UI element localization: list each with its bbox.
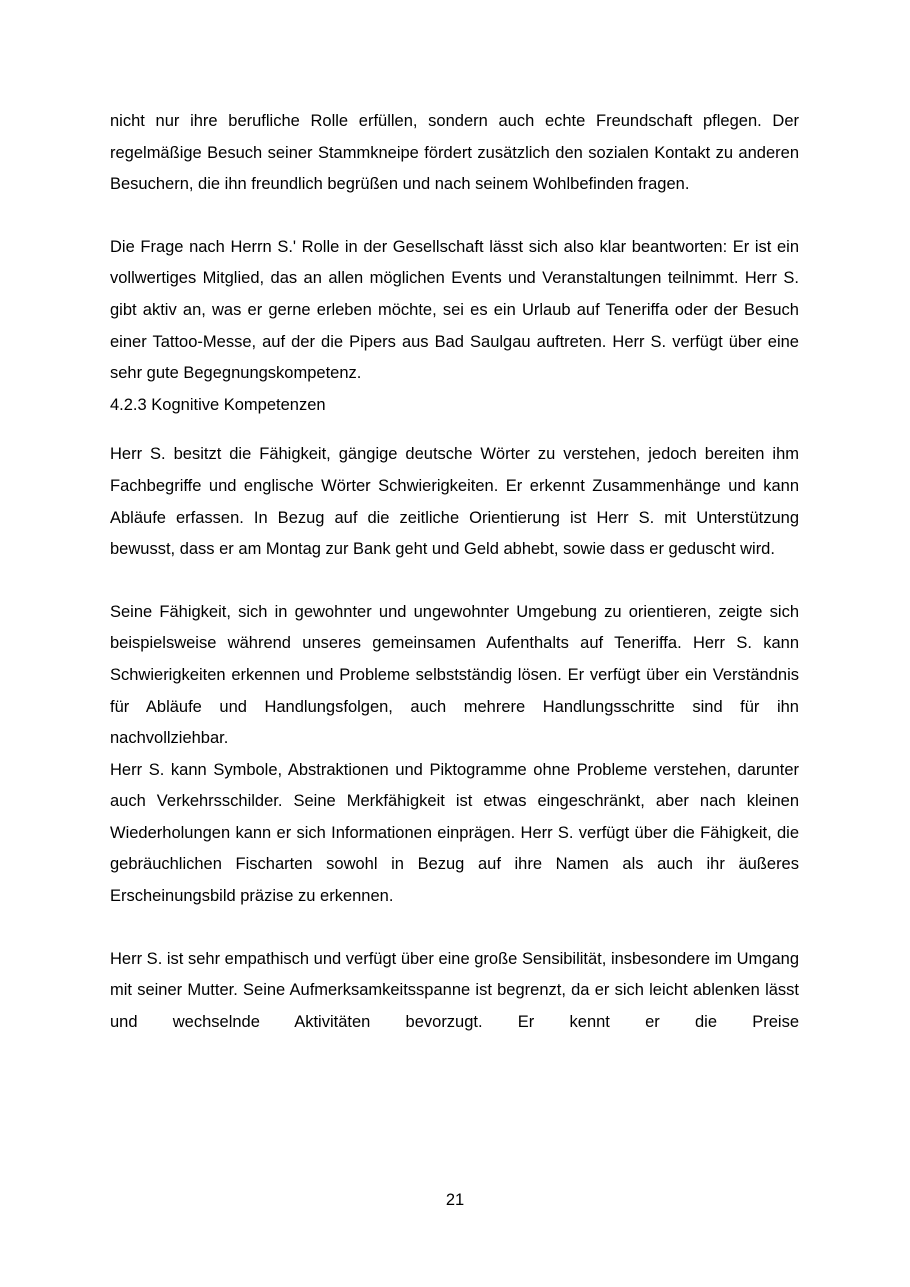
paragraph-language-understanding: Herr S. besitzt die Fähigkeit, gängige deutsche Wörter zu verstehen, jedoch bereiten ihm Fachbegriffe und englische Wörter Schwierigkeiten. Er erkennt Zusammenhänge und kann Abläufe erfassen. In Bezug auf die zeitliche Orientierung ist Herr S. mit Unterstützung bewusst, dass er am Montag zur Bank geht und Geld abhebt, sowie dass er geduscht wird. (110, 445, 799, 559)
paragraph-friendship: nicht nur ihre berufliche Rolle erfüllen, sondern auch echte Freundschaft pflegen. Der regelmäßige Besuch seiner Stammkneipe fördert zusätzlich den sozialen Kontakt zu anderen Besuchern, die ihn freundlich begrüßen und nach seinem Wohlbefinden fragen. (110, 112, 799, 194)
section-heading: 4.2.3 Kognitive Kompetenzen (110, 395, 326, 414)
paragraph-orientation: Seine Fähigkeit, sich in gewohnter und ungewohnter Umgebung zu orientieren, zeigte sich beispielsweise während unseres gemeinsamen Aufenthalts auf Teneriffa. Herr S. kann Schwierigkeiten erkennen und Probleme selbstständig lösen. Er verfügt über ein Verständnis für Abläufe und Handlungsfolgen, auch mehrere Handlungsschritte sind für ihn nachvollziehbar. (110, 602, 799, 748)
page-number: 21 (445, 1191, 465, 1209)
page-body (110, 106, 799, 1038)
paragraph-society-role: Die Frage nach Herrn S.' Rolle in der Gesellschaft lässt sich also klar beantworten: Er ist ein vollwertiges Mitglied, das an allen möglichen Events und Veranstaltungen teilnimmt. Herr S. gibt aktiv an, was er gerne erleben möchte, sei es ein Urlaub auf Teneriffa oder der Besuch einer Tattoo-Messe, auf der die Pipers aus Bad Saulgau auftreten. Herr S. verfügt über eine sehr gute Begegnungskompetenz. (110, 237, 799, 383)
paragraph-symbols-memory: Herr S. kann Symbole, Abstraktionen und Piktogramme ohne Probleme verstehen, darunter auch Verkehrsschilder. Seine Merkfähigkeit ist etwas eingeschränkt, aber nach kleinen Wiederholungen kann er sich Informationen einprägen. Herr S. verfügt über die Fähigkeit, die gebräuchlichen Fischarten sowohl in Bezug auf ihre Namen als auch ihr äußeres Erscheinungsbild präzise zu erkennen. (110, 760, 799, 906)
paragraph-empathy-attention: Herr S. ist sehr empathisch und verfügt über eine große Sensibilität, insbesondere im Umgang mit seiner Mutter. Seine Aufmerksamkeitsspanne ist begrenzt, da er sich leicht ablenken lässt und wechselnde Aktivitäten bevorzugt. Er kennt er die Preise (110, 949, 799, 1031)
